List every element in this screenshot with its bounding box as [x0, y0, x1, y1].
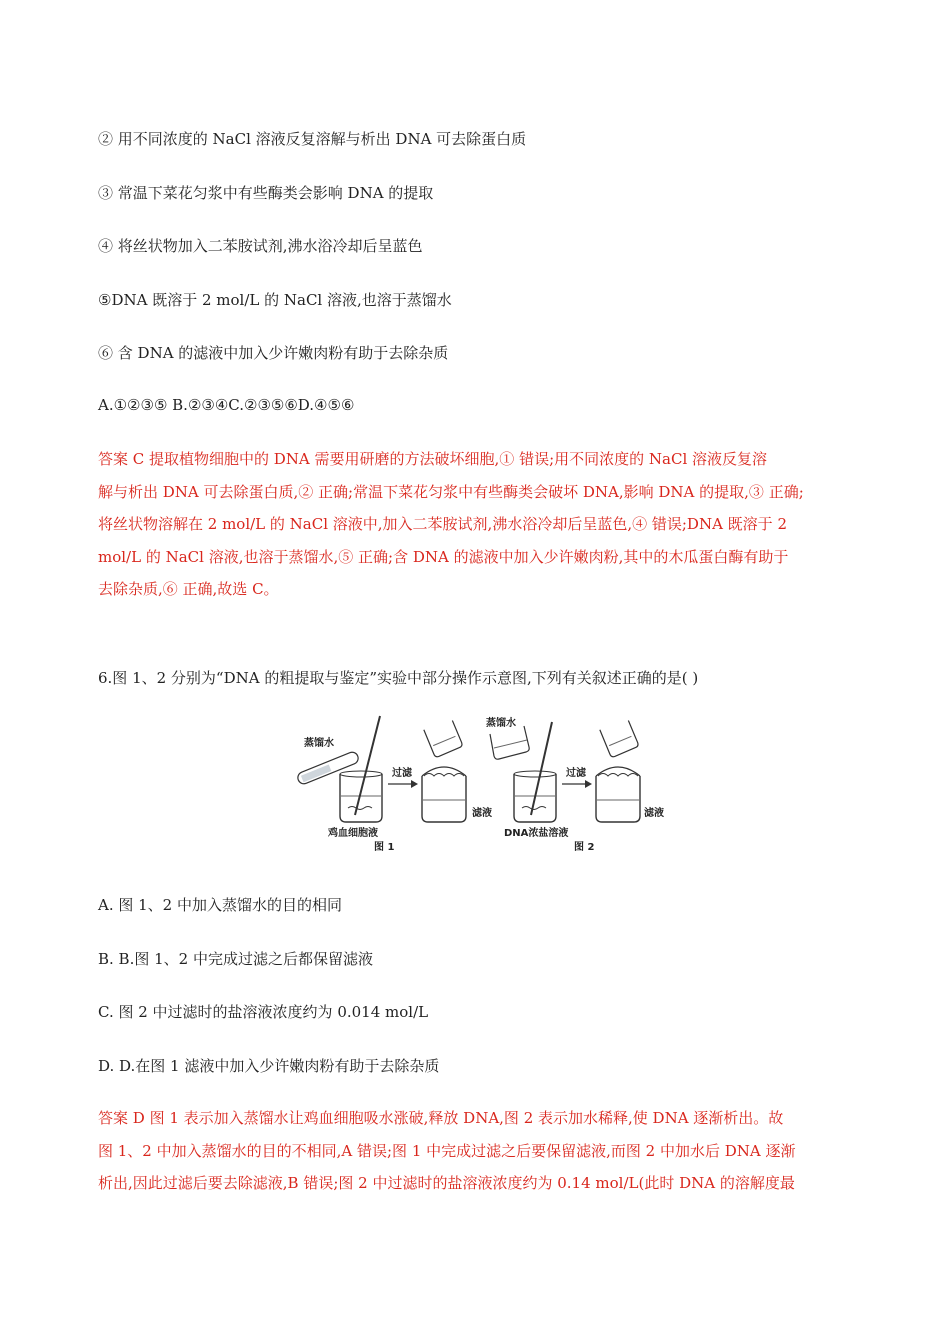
answer-5-line: 答案 C 提取植物细胞中的 DNA 需要用研磨的方法破坏细胞,① 错误;用不同浓度的 NaCl 溶液反复溶 [98, 450, 768, 468]
glass-rod-icon [355, 716, 380, 815]
figure-2-caption: 图 2 [574, 842, 595, 852]
figure-1 [296, 716, 492, 852]
covered-beaker-icon [422, 767, 466, 822]
filter-label: 过滤 [566, 768, 586, 779]
answer-5-line: 去除杂质,⑥ 正确,故选 C。 [98, 580, 279, 598]
answer-5-line: 解与析出 DNA 可去除蛋白质,② 正确;常温下菜花匀浆中有些酶类会破坏 DNA,影响 DNA 的提取,③ 正确; [98, 482, 804, 501]
answer-6-line: 答案 D 图 1 表示加入蒸馏水让鸡血细胞吸水涨破,释放 DNA,图 2 表示加水稀释,使 DNA 逐渐析出。故 [98, 1109, 784, 1127]
statement-5: ⑤DNA 既溶于 2 mol/L 的 NaCl 溶液,也溶于蒸馏水 [98, 291, 452, 309]
covered-beaker-icon [596, 767, 640, 822]
question-6: 6.图 1、2 分别为“DNA 的粗提取与鉴定”实验中部分操作示意图,下列有关叙述正确的是( ) [98, 669, 699, 687]
beaker-icon [340, 771, 382, 822]
statement-3: ③ 常温下菜花匀浆中有些酶类会影响 DNA 的提取 [98, 184, 434, 202]
statement-4: ④ 将丝状物加入二苯胺试剂,沸水浴冷却后呈蓝色 [98, 237, 423, 255]
q5-options: A.①②③⑤ B.②③④C.②③⑤⑥D.④⑤⑥ [98, 396, 355, 414]
distilled-water-label: 蒸馏水 [486, 718, 516, 729]
experiment-figure [288, 712, 668, 852]
q6-option-b: B. B.图 1、2 中完成过滤之后都保留滤液 [98, 950, 373, 968]
figure-1-caption: 图 1 [374, 842, 395, 852]
beaker-label: DNA浓盐溶液 [504, 828, 569, 839]
arrow-icon [562, 780, 592, 788]
answer-6-line: 图 1、2 中加入蒸馏水的目的不相同,A 错误;图 1 中完成过滤之后要保留滤液,而图 2 中加水后 DNA 逐渐 [98, 1141, 796, 1160]
q6-option-a: A. 图 1、2 中加入蒸馏水的目的相同 [98, 896, 342, 914]
beaker-label: 鸡血细胞液 [328, 828, 378, 839]
arrow-icon [388, 780, 418, 788]
distilled-water-label: 蒸馏水 [304, 738, 334, 749]
pouring-beaker-icon [600, 720, 640, 758]
statement-6: ⑥ 含 DNA 的滤液中加入少许嫩肉粉有助于去除杂质 [98, 344, 449, 362]
statement-2: ② 用不同浓度的 NaCl 溶液反复溶解与析出 DNA 可去除蛋白质 [98, 130, 527, 148]
answer-5-line: mol/L 的 NaCl 溶液,也溶于蒸馏水,⑤ 正确;含 DNA 的滤液中加入少许嫩肉粉,其中的木瓜蛋白酶有助于 [98, 547, 789, 566]
answer-6 [98, 1102, 850, 1200]
glass-rod-icon [531, 722, 552, 815]
figure-2 [486, 716, 664, 852]
answer-5 [98, 443, 850, 606]
q6-option-d: D. D.在图 1 滤液中加入少许嫩肉粉有助于去除杂质 [98, 1057, 440, 1075]
filter-label: 过滤 [392, 768, 412, 779]
answer-6-line: 析出,因此过滤后要去除滤液,B 错误;图 2 中过滤时的盐溶液浓度约为 0.14 mol/L(此时 DNA 的溶解度最 [98, 1174, 795, 1192]
pouring-beaker-icon [490, 726, 529, 759]
filtrate-label: 滤液 [644, 808, 664, 819]
q6-option-c: C. 图 2 中过滤时的盐溶液浓度约为 0.014 mol/L [98, 1003, 429, 1021]
pouring-beaker-icon [424, 720, 464, 758]
pouring-test-tube-icon [296, 750, 360, 785]
filtrate-label: 滤液 [472, 808, 492, 819]
answer-5-line: 将丝状物溶解在 2 mol/L 的 NaCl 溶液中,加入二苯胺试剂,沸水浴冷却后呈蓝色,④ 错误;DNA 既溶于 2 [98, 515, 787, 533]
